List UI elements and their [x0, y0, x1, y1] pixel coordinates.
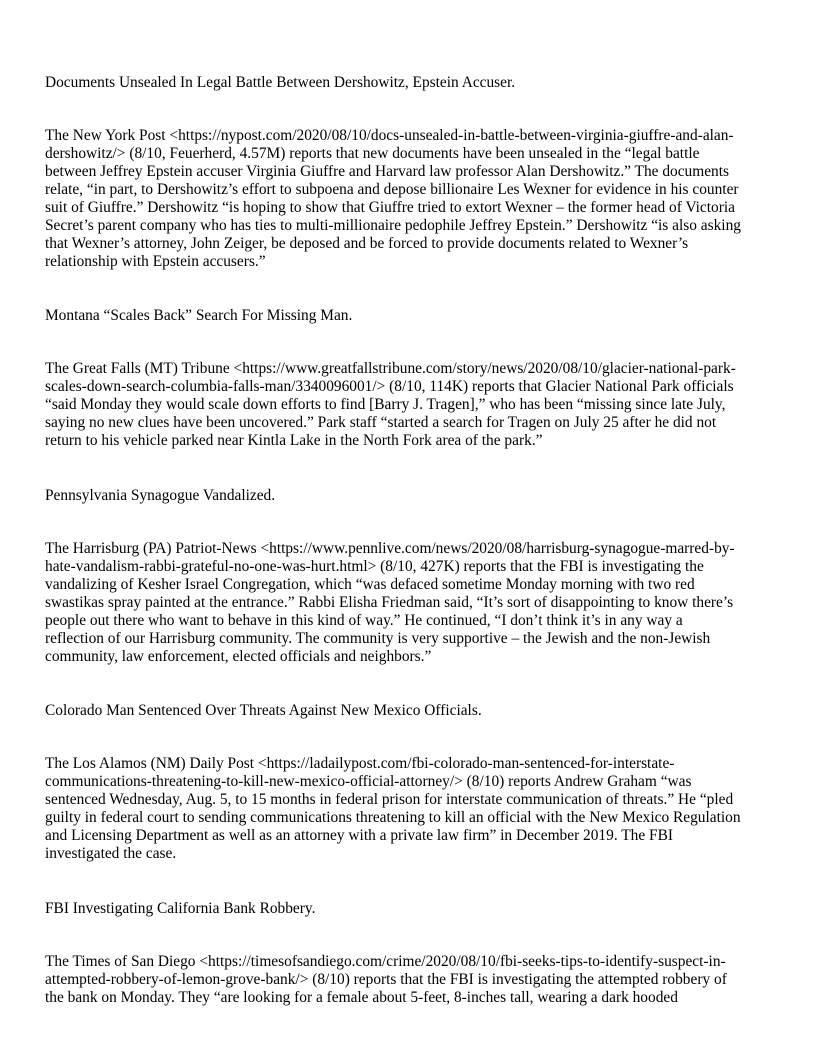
body-line: reflection of our Harrisburg community. The community is very supportive – the Jewish and the non-Jewish: [45, 630, 711, 647]
body-line: The Harrisburg (PA) Patriot-News <https://www.pennlive.com/news/2020/08/harrisburg-synagogue-marred-by-: [45, 540, 735, 557]
body-line: The New York Post <https://nypost.com/2020/08/10/docs-unsealed-in-battle-between-virginia-giuffre-and-alan-: [45, 127, 734, 144]
article-headline: Colorado Man Sentenced Over Threats Against New Mexico Officials.: [45, 702, 482, 719]
body-line: relate, “in part, to Dershowitz’s effort to subpoena and depose billionaire Les Wexner for evidence in his counter: [45, 181, 739, 198]
body-line: return to his vehicle parked near Kintla Lake in the North Fork area of the park.”: [45, 432, 543, 449]
article-headline: Documents Unsealed In Legal Battle Between Dershowitz, Epstein Accuser.: [45, 74, 516, 91]
body-line: “said Monday they would scale down efforts to find [Barry J. Tragen],” who has been “missing since late July,: [45, 396, 726, 413]
body-line: and Licensing Department as well as an attorney with a private law firm” in December 2019. The FBI: [45, 827, 673, 844]
body-line: suit of Giuffre.” Dershowitz “is hoping to show that Giuffre tried to extort Wexner – the former head of Victoria: [45, 199, 735, 216]
body-line: vandalizing of Kesher Israel Congregation, which “was defaced sometime Monday morning with two red: [45, 576, 695, 593]
article-body: [45, 127, 773, 271]
body-line: guilty in federal court to sending communications threatening to kill an official with the New Mexico Regulation: [45, 809, 741, 826]
article-body: [45, 360, 773, 450]
body-line: that Wexner’s attorney, John Zeiger, be deposed and be forced to provide documents related to Wexner’s: [45, 235, 689, 252]
body-line: Secret’s parent company who has ties to multi-millionaire pedophile Jeffrey Epstein.” Dershowitz “is also asking: [45, 217, 741, 234]
body-line: The Great Falls (MT) Tribune <https://www.greatfallstribune.com/story/news/2020/08/10/glacier-national-park-: [45, 360, 736, 377]
body-line: relationship with Epstein accusers.”: [45, 253, 266, 270]
body-line: saying no new clues have been uncovered.” Park staff “started a search for Tragen on July 25 after he did not: [45, 414, 717, 431]
body-line: dershowitz/> (8/10, Feuerherd, 4.57M) reports that new documents have been unsealed in the “legal battle: [45, 145, 700, 162]
article-body: [45, 540, 773, 666]
body-line: scales-down-search-columbia-falls-man/3340096001/> (8/10, 114K) reports that Glacier National Park officials: [45, 378, 734, 395]
body-line: hate-vandalism-rabbi-grateful-no-one-was-hurt.html> (8/10, 427K) reports that the FBI is investigating the: [45, 558, 704, 575]
article-headline: FBI Investigating California Bank Robbery.: [45, 900, 316, 917]
article-headline: Pennsylvania Synagogue Vandalized.: [45, 487, 276, 504]
body-line: attempted-robbery-of-lemon-grove-bank/> (8/10) reports that the FBI is investigating the attempted robbery of: [45, 971, 727, 988]
body-line: people out there who want to behave in this kind of way.” He continued, “I don’t think it’s in any way a: [45, 612, 683, 629]
body-line: communications-threatening-to-kill-new-mexico-official-attorney/> (8/10) reports Andrew Graham “was: [45, 773, 692, 790]
body-line: the bank on Monday. They “are looking for a female about 5-feet, 8-inches tall, wearing a dark hooded: [45, 989, 678, 1006]
body-line: investigated the case.: [45, 845, 177, 862]
article-body: [45, 953, 773, 1007]
body-line: sentenced Wednesday, Aug. 5, to 15 months in federal prison for interstate communication of threats.” He “pled: [45, 791, 734, 808]
body-line: The Los Alamos (NM) Daily Post <https://ladailypost.com/fbi-colorado-man-sentenced-for-interstate-: [45, 755, 675, 772]
body-line: swastikas spray painted at the entrance.” Rabbi Elisha Friedman said, “It’s sort of disappointing to know there’s: [45, 594, 734, 611]
article-body: [45, 755, 773, 863]
body-line: between Jeffrey Epstein accuser Virginia Giuffre and Harvard law professor Alan Dershowitz.” The documents: [45, 163, 730, 180]
article-headline: Montana “Scales Back” Search For Missing Man.: [45, 307, 353, 324]
body-line: community, law enforcement, elected officials and neighbors.”: [45, 648, 432, 665]
body-line: The Times of San Diego <https://timesofsandiego.com/crime/2020/08/10/fbi-seeks-tips-to-identify-suspect-in-: [45, 953, 726, 970]
